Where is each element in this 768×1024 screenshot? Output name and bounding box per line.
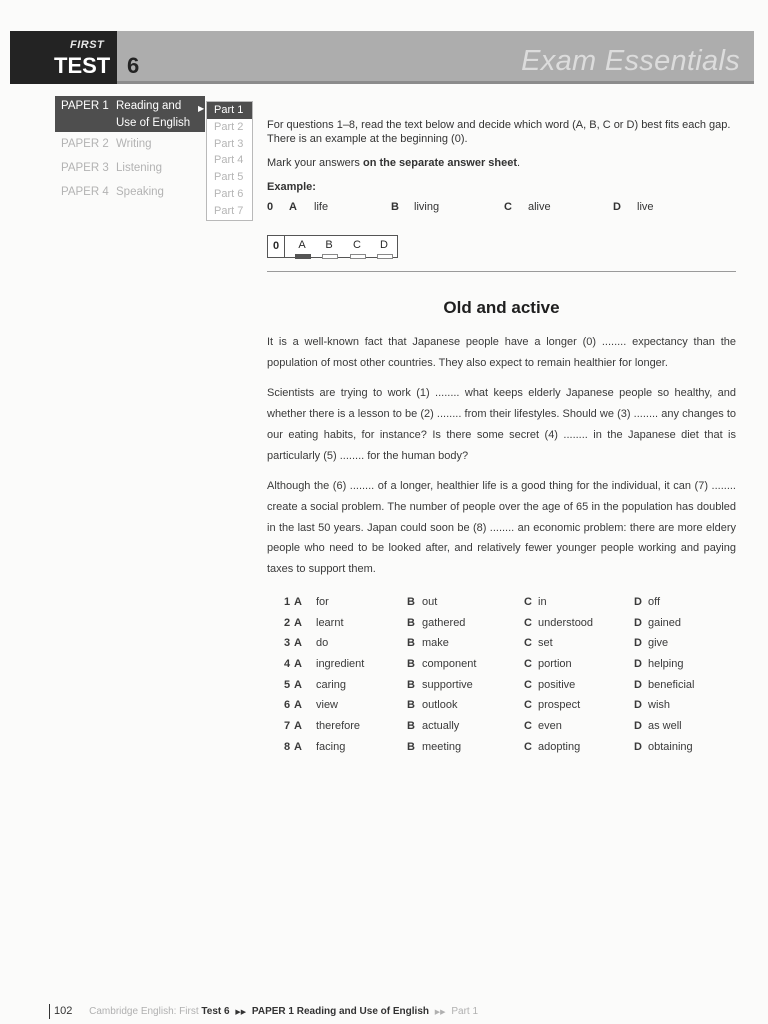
option-letter-b: B: [407, 616, 415, 629]
option-word-b[interactable]: make: [422, 637, 449, 650]
option-letter-d: D: [634, 637, 642, 650]
first-label: FIRST: [70, 39, 105, 51]
option-word-c[interactable]: prospect: [538, 699, 581, 712]
question-row: [280, 738, 720, 759]
paper-label: Writing: [116, 138, 152, 150]
question-number: 3: [284, 637, 291, 650]
option-word-c[interactable]: understood: [538, 616, 594, 629]
note-post: .: [517, 157, 521, 169]
answer-sheet-note: [267, 156, 737, 170]
option-word-c[interactable]: even: [538, 720, 562, 733]
question-row: [280, 634, 720, 655]
part-nav: [206, 101, 253, 221]
part-item-5[interactable]: Part 5: [214, 171, 244, 184]
footer-paper: PAPER 1 Reading and Use of English: [251, 1006, 429, 1018]
option-letter-c: C: [524, 740, 532, 753]
option-letter-d: D: [634, 678, 642, 691]
part-item-4[interactable]: Part 4: [214, 154, 244, 167]
paper-label: Speaking: [116, 186, 164, 198]
instructions: [267, 118, 737, 220]
paragraph: Although the (6) ........ of a longer, healthier life is a good thing for the individual, it can (7) ........ create a social problem. The number of people over the age of 65 in the population has doubled in the last 50 years. Japan could soon be (8) ........ an economic problem: there are more eldery people who need to be looked after, and relatively fewer younger people working and paying taxes to support them.: [267, 480, 736, 576]
option-letter-c: C: [524, 678, 532, 691]
question-number: 4: [284, 658, 291, 671]
option-word-d[interactable]: beneficial: [648, 678, 695, 691]
page-footer: [49, 1004, 478, 1019]
instruction-text: For questions 1–8, read the text below and decide which word (A, B, C or D) best fits each gap. There is an example at the beginning (0).: [267, 119, 731, 145]
footer-rule: [49, 1004, 50, 1019]
answer-options: [280, 593, 720, 759]
option-word-b[interactable]: meeting: [422, 740, 462, 753]
paper-label-line2: Use of English: [116, 117, 191, 129]
option-word-b[interactable]: outlook: [422, 699, 458, 712]
option-letter-d: D: [634, 658, 642, 671]
passage-title: Old and active: [443, 298, 560, 317]
part-item-2[interactable]: Part 2: [214, 120, 244, 133]
test-label: TEST: [54, 53, 111, 78]
option-letter-b: B: [407, 596, 415, 608]
option-letter-b: B: [407, 658, 415, 671]
option-word-b[interactable]: actually: [422, 720, 460, 733]
brand-title: Exam Essentials: [521, 45, 740, 77]
option-letter-b: B: [407, 637, 415, 650]
option-letter-a: A: [294, 596, 302, 608]
example-letter-b: B: [391, 201, 399, 213]
divider: [267, 271, 736, 272]
option-word-b[interactable]: gathered: [422, 616, 466, 629]
part-item-1[interactable]: Part 1: [207, 102, 252, 119]
question-number: 6: [284, 699, 291, 712]
option-letter-d: D: [634, 699, 642, 712]
paragraph: Scientists are trying to work (1) ........ what keeps elderly Japanese people so healthy, and whether there is a lesson to be (2) ........ from their lifestyles. Should we (3) ........ any changes to our eating habits, for instance? Is there some secret (4) ........ in the Japanese diet that is particularly (5) ........ for the human body?: [267, 387, 736, 462]
answer-box-number: 0: [268, 236, 285, 257]
page-header: [10, 31, 754, 84]
option-letter-a: A: [294, 616, 302, 629]
note-pre: Mark your answers: [267, 157, 363, 169]
option-letter-c: C: [524, 637, 532, 650]
example-label: Example:: [267, 181, 316, 193]
option-letter-c: C: [524, 616, 532, 629]
example-answer-box: [267, 235, 398, 258]
option-letter-b: B: [407, 699, 415, 712]
paper-number: PAPER 2: [61, 138, 109, 150]
option-word-a[interactable]: learnt: [316, 616, 344, 629]
example-word-d: live: [637, 201, 654, 213]
question-row: [280, 696, 720, 717]
question-number: 7: [284, 720, 291, 733]
paper-label: Reading and: [116, 100, 182, 112]
question-number: 5: [284, 678, 291, 691]
option-letter-c: C: [524, 596, 532, 608]
option-letter-d: D: [634, 720, 642, 733]
passage: [267, 332, 736, 590]
option-word-a[interactable]: facing: [316, 740, 346, 753]
paper-item-4[interactable]: [55, 180, 205, 204]
question-row: [280, 655, 720, 676]
option-word-c[interactable]: in: [538, 596, 547, 608]
paper-item-1[interactable]: [55, 96, 205, 132]
test-badge: [10, 31, 117, 84]
part-item-7[interactable]: Part 7: [214, 204, 244, 217]
option-letter-d: D: [634, 596, 642, 608]
question-row: [280, 676, 720, 697]
example-letter-c: C: [504, 201, 512, 213]
option-letter-a: A: [294, 699, 302, 712]
paper-number: PAPER 4: [61, 186, 109, 198]
option-letter-a: A: [294, 740, 302, 753]
option-word-a[interactable]: caring: [316, 678, 346, 691]
option-word-a[interactable]: view: [316, 699, 339, 712]
option-word-b[interactable]: supportive: [422, 678, 473, 691]
option-letter-a: A: [294, 637, 302, 650]
option-word-d[interactable]: helping: [648, 658, 684, 671]
triangle-right-icon: ▶: [198, 104, 205, 113]
option-letter-a: A: [294, 658, 302, 671]
option-word-d[interactable]: wish: [648, 699, 671, 712]
option-letter-a: A: [294, 720, 302, 733]
option-letter-b: B: [407, 720, 415, 733]
option-word-a[interactable]: therefore: [316, 720, 361, 733]
page-number: 102: [54, 1005, 73, 1018]
option-letter-b: B: [407, 678, 415, 691]
example-letter-d: D: [613, 201, 621, 213]
part-item-6[interactable]: Part 6: [214, 187, 244, 200]
question-number: 2: [284, 616, 291, 629]
test-number: 6: [127, 53, 140, 78]
triangle-right-icon: ▶▶: [434, 1009, 446, 1017]
option-letter-b: B: [407, 740, 415, 753]
option-word-a[interactable]: ingredient: [316, 658, 365, 671]
question-row: [280, 593, 720, 614]
answer-option-a: A: [295, 239, 309, 251]
option-word-c[interactable]: positive: [538, 678, 576, 691]
paper-number: PAPER 1: [61, 100, 109, 112]
option-letter-d: D: [634, 616, 642, 629]
option-word-b[interactable]: component: [422, 658, 477, 671]
option-word-a[interactable]: do: [316, 637, 329, 650]
part-item-3[interactable]: Part 3: [214, 137, 244, 150]
paragraph: It is a well-known fact that Japanese people have a longer (0) ........ expectancy than the population of most other countries. They also expect to remain healthier for longer.: [267, 336, 736, 369]
example-letter-a: A: [289, 201, 297, 213]
triangle-right-icon: ▶▶: [235, 1009, 247, 1017]
footer-series: Cambridge English: First: [89, 1006, 199, 1018]
paper-item-3[interactable]: [55, 156, 205, 180]
footer-test: Test 6: [201, 1006, 230, 1018]
question-row: [280, 614, 720, 635]
option-word-d[interactable]: as well: [648, 720, 682, 733]
example-word-b: living: [414, 201, 440, 213]
example-number: 0: [267, 201, 274, 213]
example-row: [267, 200, 737, 220]
note-bold: on the separate answer sheet: [362, 157, 518, 169]
option-word-d[interactable]: gained: [648, 616, 682, 629]
option-word-d[interactable]: obtaining: [648, 740, 693, 753]
option-letter-c: C: [524, 720, 532, 733]
option-word-c[interactable]: adopting: [538, 740, 581, 753]
option-letter-c: C: [524, 699, 532, 712]
option-word-a[interactable]: for: [316, 596, 329, 608]
paper-label: Listening: [116, 162, 163, 174]
option-letter-a: A: [294, 678, 302, 691]
option-word-d[interactable]: give: [648, 637, 669, 650]
option-word-c[interactable]: set: [538, 637, 553, 650]
answer-option-c: C: [350, 239, 364, 251]
footer-part: Part 1: [451, 1006, 479, 1018]
option-word-c[interactable]: portion: [538, 658, 572, 671]
option-word-d[interactable]: off: [648, 596, 661, 608]
answer-option-b: B: [322, 239, 336, 251]
paper-nav: [55, 96, 205, 204]
question-number: 8: [284, 740, 291, 753]
paper-number: PAPER 3: [61, 162, 109, 174]
example-word-a: life: [314, 201, 329, 213]
option-word-b[interactable]: out: [422, 596, 438, 608]
question-number: 1: [284, 596, 291, 608]
answer-option-d: D: [377, 239, 391, 251]
paper-item-2[interactable]: [55, 132, 205, 156]
question-row: [280, 717, 720, 738]
example-word-c: alive: [528, 201, 551, 213]
option-letter-c: C: [524, 658, 532, 671]
option-letter-d: D: [634, 740, 642, 753]
